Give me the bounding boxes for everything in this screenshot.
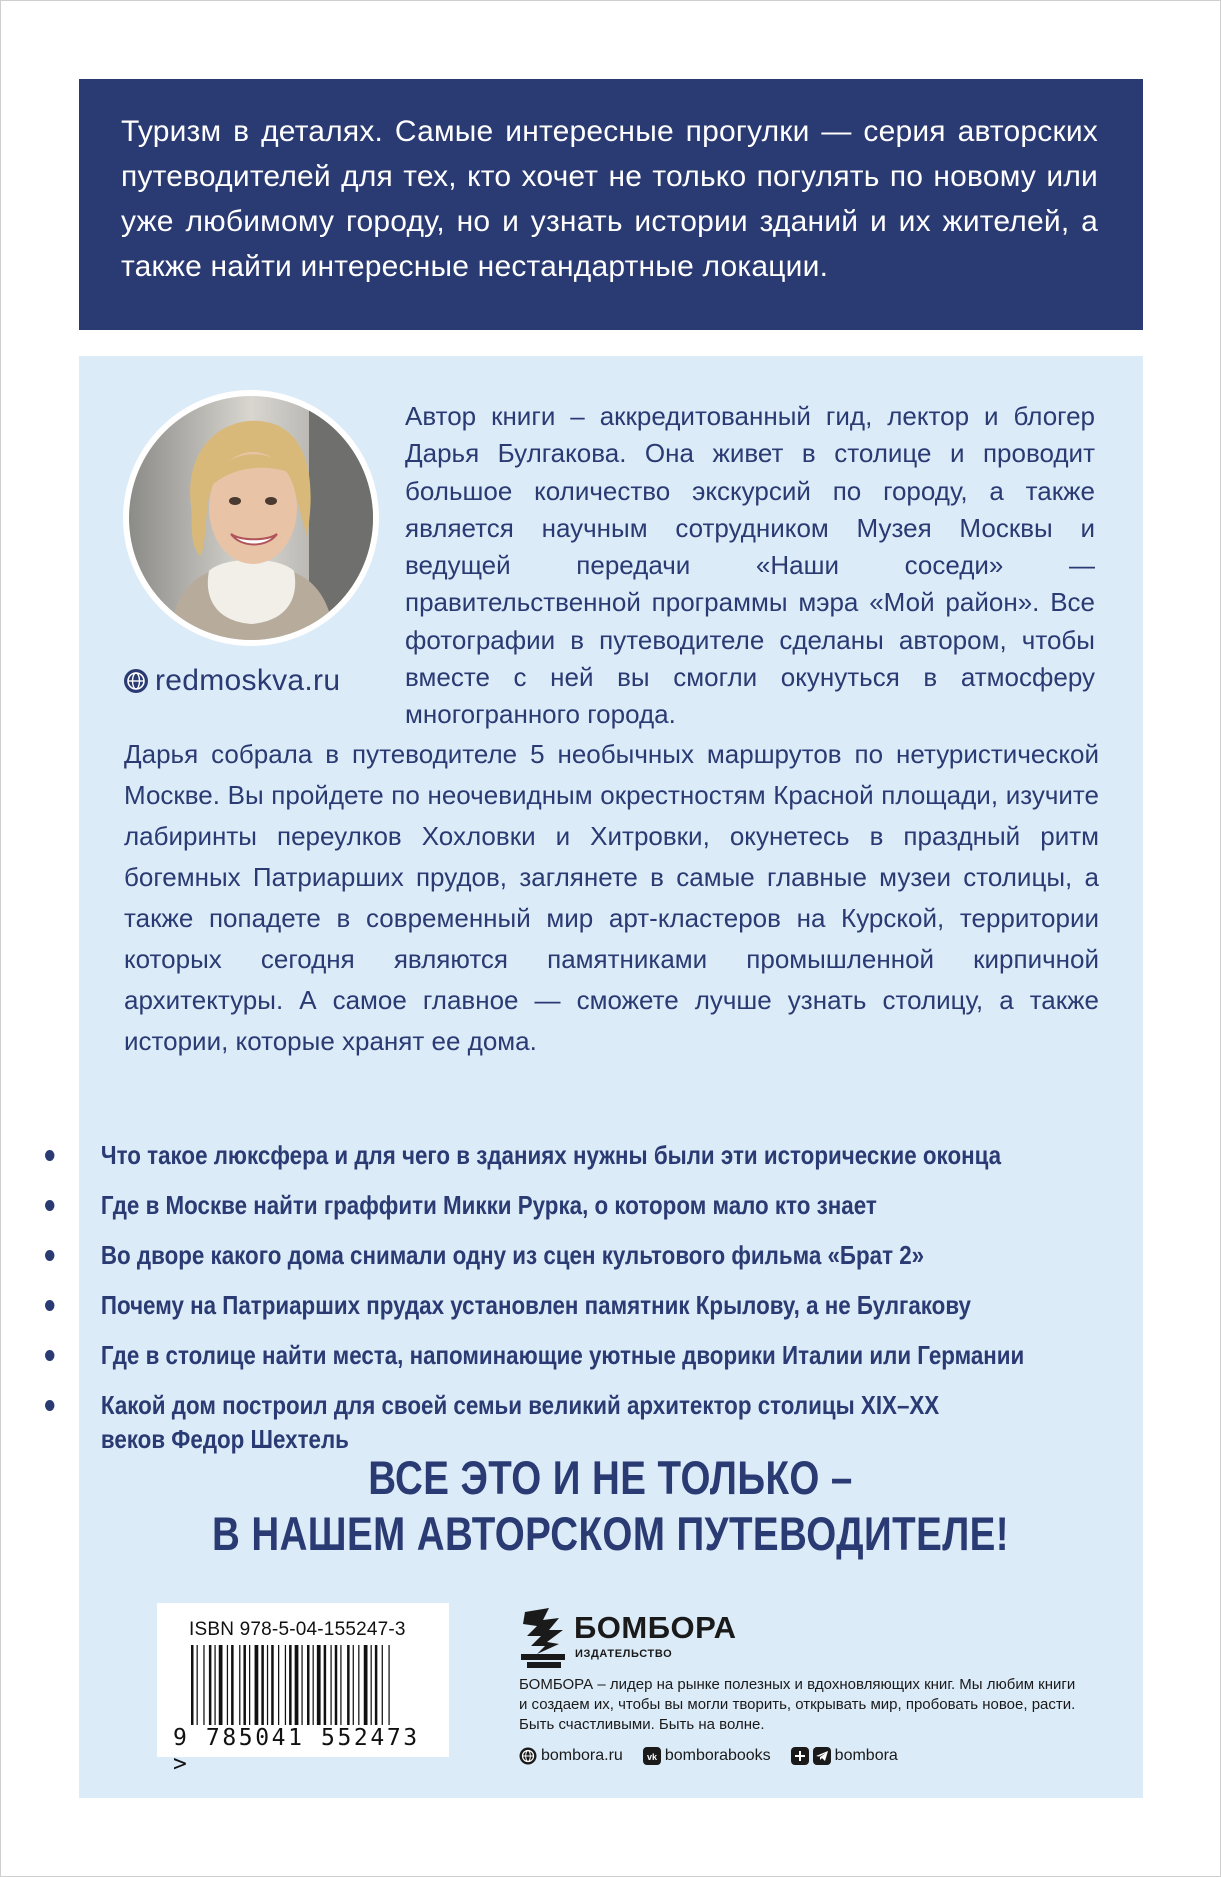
social-telegram[interactable] [791, 1747, 898, 1765]
author-bio: Автор книги – аккредитованный гид, лектор и блогер Дарья Булгакова. Она живет в столице и проводит большое количество экскурсий по городу, а также является научным сотрудником Музея Москвы и ведущей передачи «Наши соседи» — правительственной программы мэра «Мой район». Все фотографии в путеводителе сделаны автором, чтобы вместе с ней вы смогли окунуться в атмосферу многогранного города. [405, 401, 1095, 730]
bullet-dot [45, 1250, 54, 1261]
series-banner [79, 79, 1143, 330]
bullet-dot [45, 1200, 54, 1211]
author-website[interactable] [123, 661, 340, 701]
social-label[interactable]: bomborabooks [664, 1747, 771, 1764]
social-label[interactable]: bombora [834, 1747, 898, 1764]
series-description: Туризм в деталях. Самые интересные прогулки — серия авторских путеводителей для тех, кто хочет не только погулять по новому или уже любимому городу, но и узнать истории зданий и их жителей, а также найти интересные нестандартные локации. [121, 115, 1098, 283]
publisher-socials [519, 1747, 918, 1765]
book-description: Дарья собрала в путеводителе 5 необычных маршрутов по нетуристической Москве. Вы пройдете по неочевидным окрестностям Красной площади, изучите лабиринты переулков Хохловки и Хитровки, окунетесь в праздный ритм богемных Патриарших прудов, заглянете в самые главные музеи столицы, а также попадете в современный мир арт-кластеров на Курской, территории которых сегодня являются памятниками промышленной кирпичной архитектуры. А самое главное — сможете лучше узнать столицу, а также истории, которые хранят ее дома. [124, 739, 1099, 1056]
barcode-digits: 9 785041 552473 > [173, 1725, 420, 1777]
slogan [0, 1450, 1221, 1562]
list-item: Что такое люксфера и для чего в зданиях нужны были эти исторические оконца [45, 1138, 1099, 1172]
barcode-icon [191, 1645, 413, 1727]
globe-icon [123, 668, 149, 694]
list-item: Во дворе какого дома снимали одну из сцен культового фильма «Брат 2» [45, 1238, 1099, 1272]
slogan-line-1: ВСЕ ЭТО И НЕ ТОЛЬКО – [368, 1451, 853, 1504]
publisher-description: БОМБОРА – лидер на рынке полезных и вдохновляющих книг. Мы любим книги и создаем их, чтобы вы могли творить, открывать мир, пробовать новое, расти. Быть счастливыми. Быть на волне. [519, 1676, 1076, 1733]
isbn-label: ISBN 978-5-04-155247-3 [189, 1619, 406, 1640]
slogan-line-2: В НАШЕМ АВТОРСКОМ ПУТЕВОДИТЕЛЕ! [211, 1507, 1010, 1560]
list-item: Почему на Патриарших прудах установлен памятник Крылову, а не Булгакову [45, 1288, 1099, 1322]
bullet-dot [45, 1300, 54, 1311]
social-vk[interactable] [643, 1747, 771, 1765]
publisher-name: БОМБОРА [574, 1610, 737, 1645]
list-item: Где в Москве найти граффити Микки Рурка, о котором мало кто знает [45, 1188, 1099, 1222]
publisher-subtitle: ИЗДАТЕЛЬСТВО [575, 1648, 673, 1660]
telegram-icon [813, 1747, 831, 1765]
svg-text:vk: vk [646, 1752, 657, 1762]
social-site[interactable] [519, 1747, 623, 1765]
vk-icon [643, 1747, 661, 1765]
plus-icon [791, 1747, 809, 1765]
author-photo [129, 396, 373, 640]
bullet-dot [45, 1150, 54, 1161]
website-link[interactable]: redmoskva.ru [155, 664, 341, 697]
social-label[interactable]: bombora.ru [541, 1747, 623, 1764]
barcode-area [157, 1603, 449, 1777]
list-item: Какой дом построил для своей семьи великий архитектор столицы XIX–XX веков Федор Шехтель [45, 1388, 961, 1456]
list-item: Где в столице найти места, напоминающие уютные дворики Италии или Германии [45, 1338, 1099, 1372]
bombora-logo-icon [519, 1606, 569, 1670]
highlights-list [45, 1138, 1045, 1456]
content-panel [79, 356, 1143, 1798]
globe-icon [519, 1747, 537, 1765]
bullet-dot [45, 1350, 54, 1361]
bullet-dot [45, 1400, 54, 1411]
